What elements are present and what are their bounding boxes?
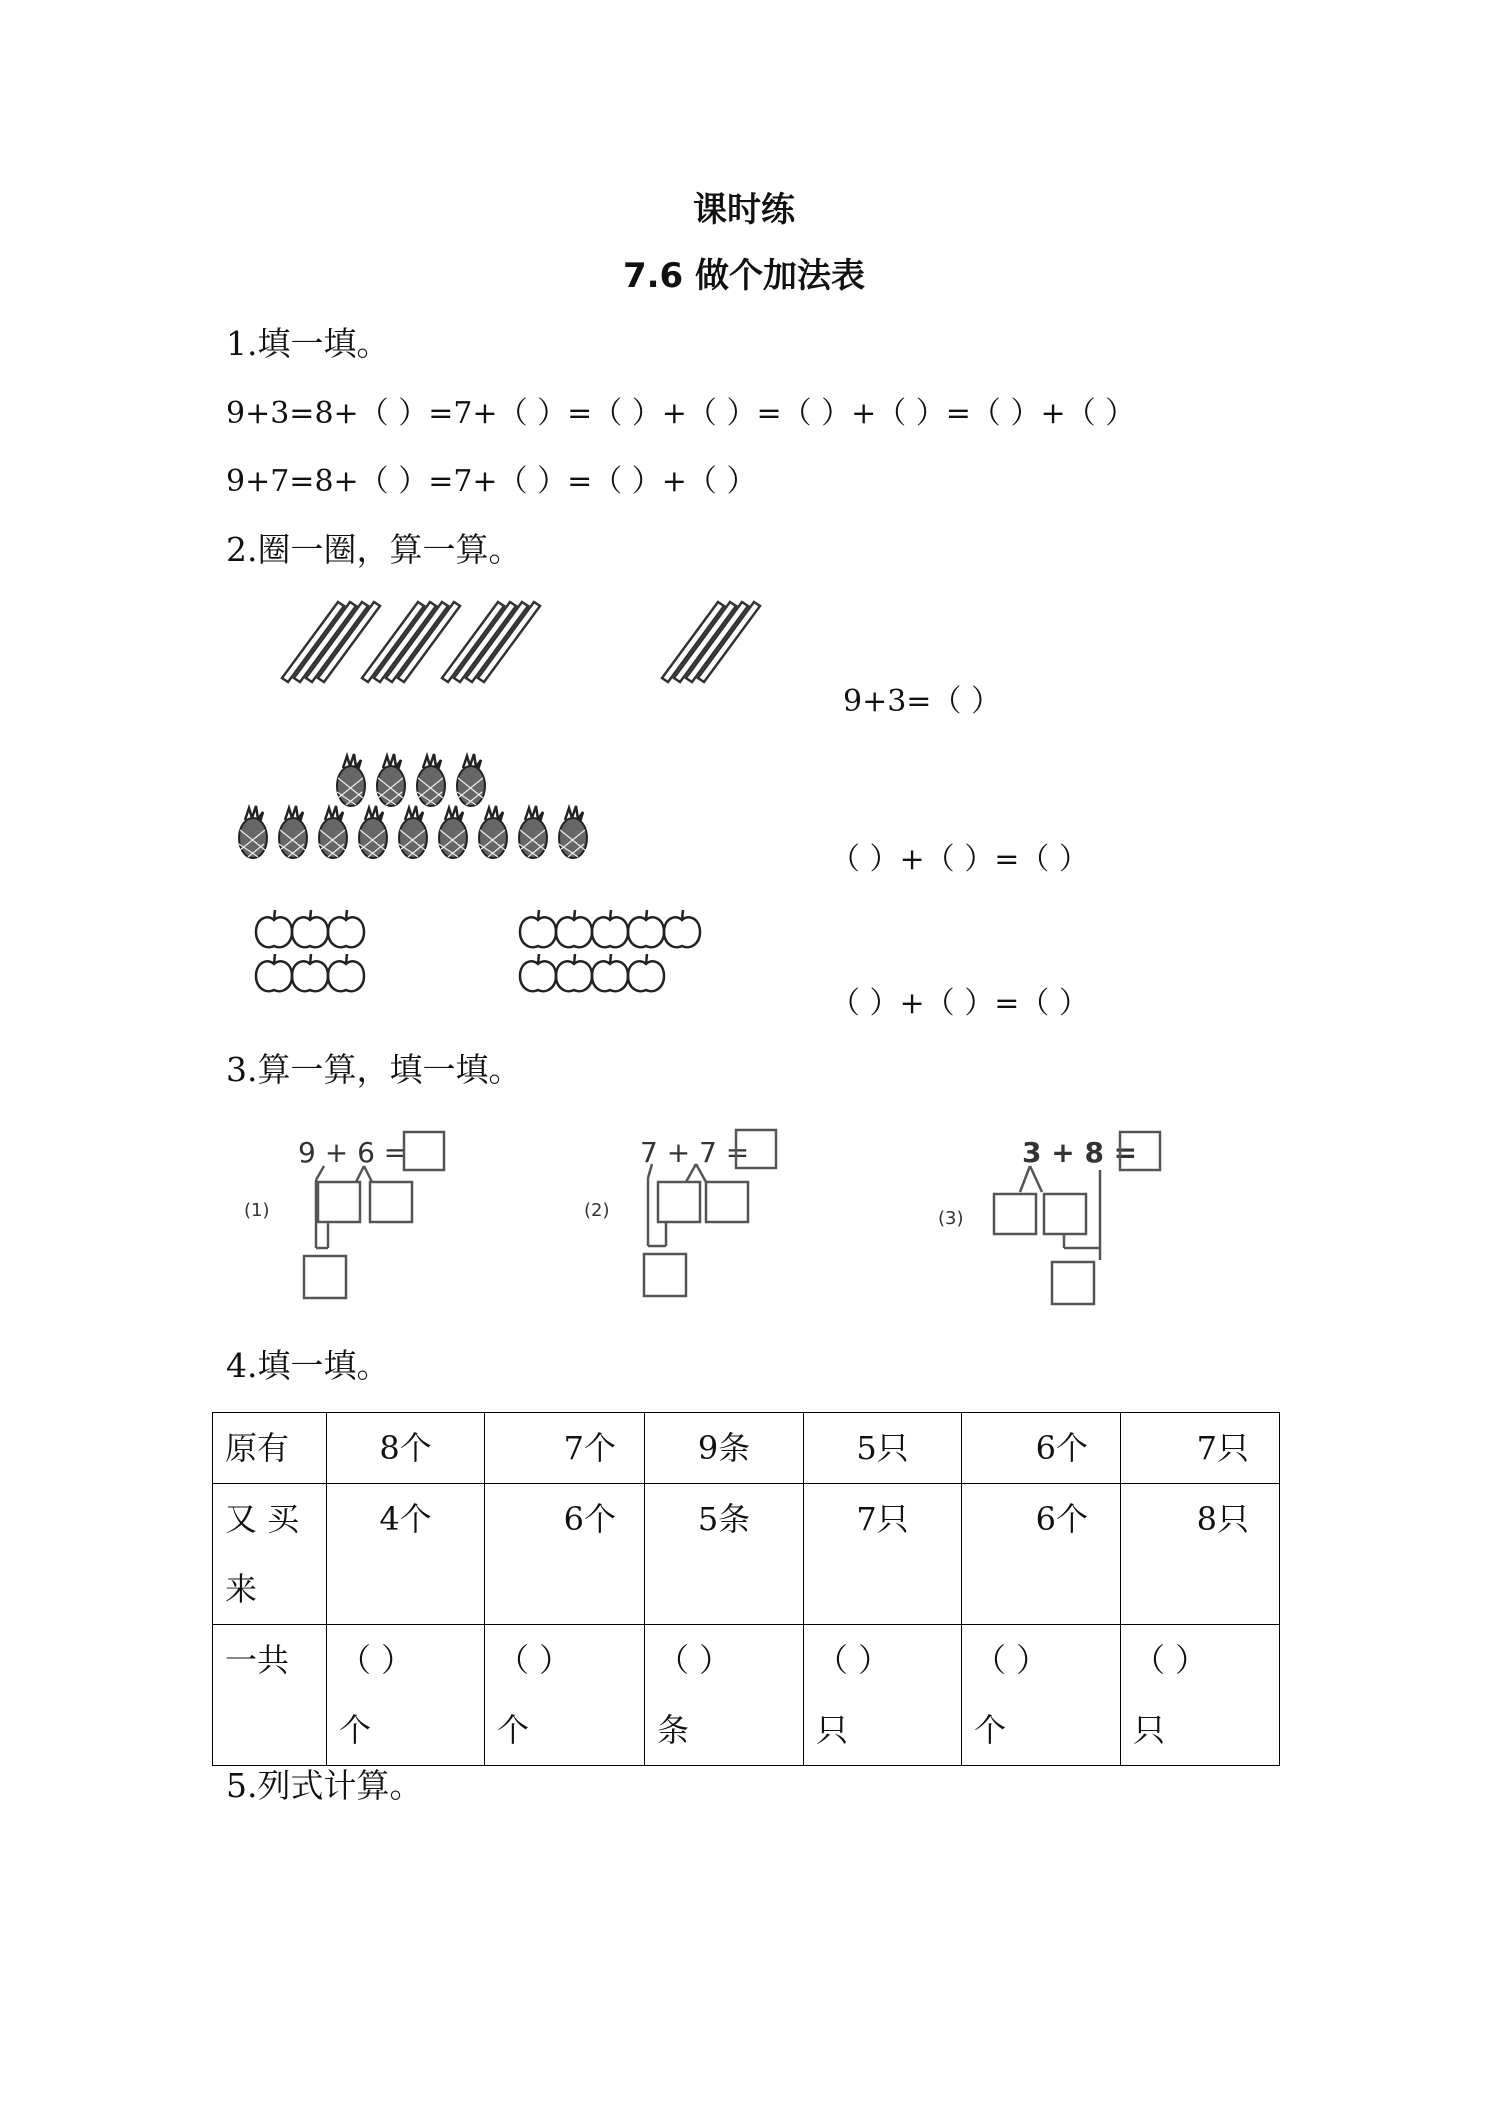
row-header-total: 一共 bbox=[213, 1625, 327, 1766]
q3-item-2-expression: 7 + 7 = bbox=[640, 1136, 750, 1169]
answer-blank[interactable]: （ ） bbox=[816, 1641, 891, 1679]
table-cell: 5条 bbox=[645, 1484, 804, 1625]
table-cell: 7只 bbox=[1121, 1413, 1280, 1484]
table-cell: 7个 bbox=[485, 1413, 645, 1484]
apple-shape bbox=[292, 910, 328, 947]
apple-shape bbox=[256, 910, 292, 947]
question-4-label: 4.填一填。 bbox=[226, 1346, 390, 1385]
answer-cell[interactable] bbox=[645, 1625, 804, 1766]
answer-blank[interactable]: （ ） bbox=[974, 1641, 1049, 1679]
apple-equation: （ ）+（ ）=（ ） bbox=[830, 986, 1089, 1021]
apple-shape bbox=[328, 910, 364, 947]
pineapple-shape bbox=[319, 806, 347, 858]
unit-label: 只 bbox=[816, 1711, 849, 1749]
answer-blank[interactable]: （ ） bbox=[339, 1641, 414, 1679]
apple-shape bbox=[664, 910, 700, 947]
apple-shape bbox=[628, 910, 664, 947]
unit-label: 个 bbox=[497, 1711, 530, 1749]
q3-item-3-number: (3) bbox=[938, 1208, 964, 1229]
answer-cell[interactable] bbox=[804, 1625, 962, 1766]
question-2-label: 2.圈一圈，算一算。 bbox=[226, 530, 522, 569]
pineapple-shape bbox=[457, 754, 485, 806]
table-cell: 6个 bbox=[962, 1413, 1121, 1484]
answer-blank[interactable]: （ ） bbox=[497, 1641, 572, 1679]
row-header-original: 原有 bbox=[213, 1413, 327, 1484]
answer-cell[interactable] bbox=[485, 1625, 645, 1766]
table-cell: 8个 bbox=[327, 1413, 485, 1484]
apple-shape bbox=[328, 954, 364, 991]
apple-shape bbox=[292, 954, 328, 991]
answer-cell[interactable] bbox=[1121, 1625, 1280, 1766]
table-row-original bbox=[213, 1413, 1280, 1484]
pencil-equation: 9+3=（ ） bbox=[843, 684, 1001, 719]
table-cell: 4个 bbox=[327, 1484, 485, 1625]
q3-item-1-expression: 9 + 6 = bbox=[298, 1136, 408, 1169]
table-cell: 6个 bbox=[485, 1484, 645, 1625]
apple-shape bbox=[256, 954, 292, 991]
unit-label: 只 bbox=[1133, 1711, 1166, 1749]
apple-shape bbox=[592, 954, 628, 991]
pineapple-shape bbox=[479, 806, 507, 858]
table-cell: 8只 bbox=[1121, 1484, 1280, 1625]
q1-equation-2: 9+7=8+（ ）=7+（ ）=（ ）+（ ） bbox=[226, 464, 757, 499]
question-1-label: 1.填一填。 bbox=[226, 324, 390, 363]
pineapple-shape bbox=[559, 806, 587, 858]
table-cell: 7只 bbox=[804, 1484, 962, 1625]
lesson-subtitle: 7.6 做个加法表 bbox=[622, 256, 866, 296]
pineapple-shape bbox=[359, 806, 387, 858]
pineapple-equation: （ ）+（ ）=（ ） bbox=[830, 842, 1089, 877]
apples-illustration bbox=[252, 906, 722, 1006]
pineapple-shape bbox=[417, 754, 445, 806]
row-header-bought: 又 买 来 bbox=[213, 1484, 327, 1625]
question-3-label: 3.算一算，填一填。 bbox=[226, 1050, 522, 1089]
pineapple-shape bbox=[279, 806, 307, 858]
apple-shape bbox=[592, 910, 628, 947]
apple-shape bbox=[628, 954, 664, 991]
pineapples-illustration bbox=[232, 744, 612, 864]
apple-shape bbox=[556, 910, 592, 947]
apple-shape bbox=[520, 910, 556, 947]
pencil-bundles-illustration bbox=[280, 600, 760, 690]
table-cell: 5只 bbox=[804, 1413, 962, 1484]
answer-blank[interactable]: （ ） bbox=[1133, 1641, 1208, 1679]
q3-item-2-diagram bbox=[640, 1128, 800, 1298]
apple-shape bbox=[520, 954, 556, 991]
pineapple-shape bbox=[337, 754, 365, 806]
q1-equation-1: 9+3=8+（ ）=7+（ ）=（ ）+（ ）=（ ）+（ ）=（ ）+（ ） bbox=[226, 396, 1136, 431]
q3-item-3-diagram bbox=[990, 1130, 1170, 1310]
q3-item-3-expression: 3 + 8 = bbox=[1022, 1136, 1138, 1169]
table-row-bought bbox=[213, 1484, 1280, 1625]
answer-cell[interactable] bbox=[327, 1625, 485, 1766]
answer-blank[interactable]: （ ） bbox=[657, 1641, 732, 1679]
unit-label: 个 bbox=[974, 1711, 1007, 1749]
table-row-total bbox=[213, 1625, 1280, 1766]
pineapple-shape bbox=[377, 754, 405, 806]
table-cell: 6个 bbox=[962, 1484, 1121, 1625]
apple-shape bbox=[556, 954, 592, 991]
pineapple-shape bbox=[439, 806, 467, 858]
worksheet-title: 课时练 bbox=[693, 190, 795, 230]
unit-label: 条 bbox=[657, 1711, 690, 1749]
pineapple-shape bbox=[399, 806, 427, 858]
q3-item-1-diagram bbox=[300, 1130, 460, 1300]
table-cell: 9条 bbox=[645, 1413, 804, 1484]
pineapple-shape bbox=[239, 806, 267, 858]
purchase-table bbox=[212, 1412, 1280, 1766]
q3-item-1-number: (1) bbox=[244, 1200, 270, 1221]
pineapple-shape bbox=[519, 806, 547, 858]
q3-item-2-number: (2) bbox=[584, 1200, 610, 1221]
answer-cell[interactable] bbox=[962, 1625, 1121, 1766]
question-5-label: 5.列式计算。 bbox=[226, 1766, 423, 1805]
unit-label: 个 bbox=[339, 1711, 372, 1749]
